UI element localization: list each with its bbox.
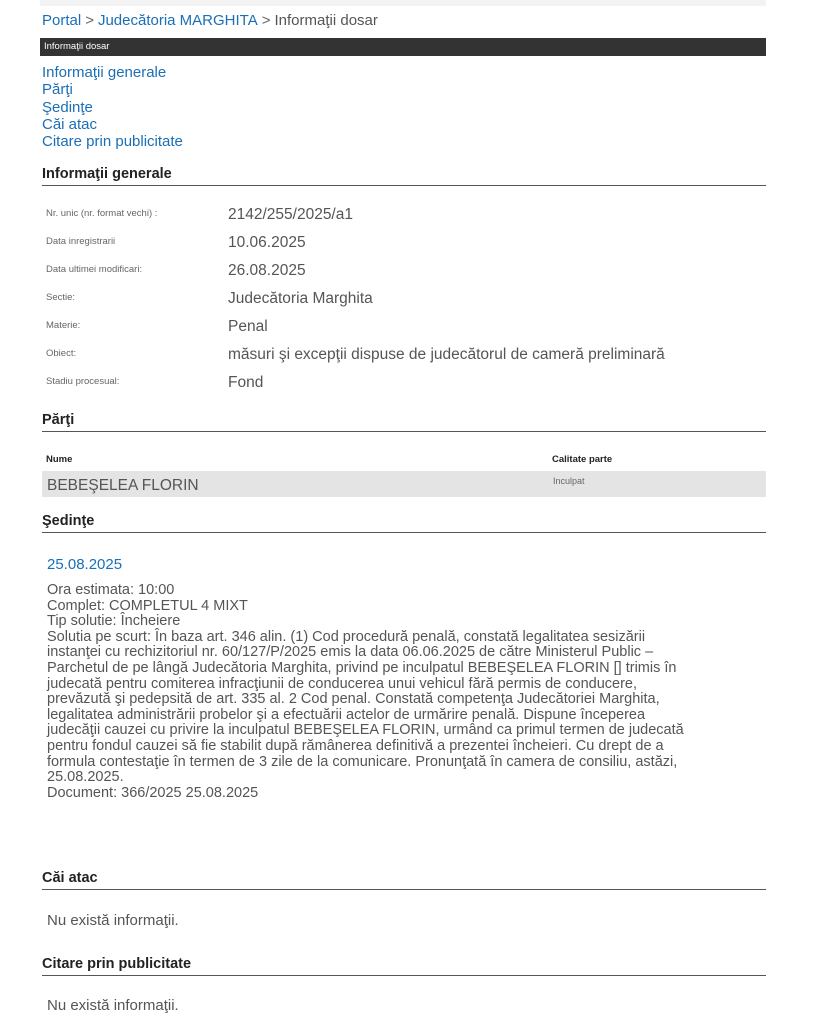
page-title-bar: Informaţii dosar: [40, 38, 766, 56]
info-label: Data inregistrarii: [46, 236, 116, 247]
hearing-line: Tip solutie: Încheiere: [47, 613, 181, 630]
hearing-date: 25.08.2025: [47, 556, 123, 573]
hearing-document: Document: 366/2025 25.08.2025: [47, 784, 259, 801]
breadcrumb: [42, 12, 378, 29]
breadcrumb-separator: >: [261, 12, 271, 29]
info-value: Fond: [228, 374, 264, 391]
nav-link-citare[interactable]: Citare prin publicitate: [42, 133, 183, 151]
section-title-general: Informaţii generale: [42, 166, 766, 186]
section-title-citare: Citare prin publicitate: [42, 956, 766, 976]
info-value: 26.08.2025: [228, 262, 306, 279]
hearing-details: [47, 583, 767, 801]
party-name: BEBEŞELEA FLORIN: [47, 477, 199, 494]
breadcrumb-court-link[interactable]: Judecătoria MARGHITA: [97, 12, 258, 29]
table-row: [42, 471, 766, 497]
hearing-line: judecată pentru comiterea infracţiunii de conducerea unui vehicul fără permis de conducere,: [47, 675, 638, 692]
nav-link-sedinte[interactable]: Şedinţe: [42, 98, 93, 116]
info-label: Obiect:: [46, 348, 77, 359]
info-label: Materie:: [46, 320, 81, 331]
hearing-line: Ora estimata: 10:00: [47, 582, 175, 598]
info-label: Stadiu procesual:: [46, 376, 120, 387]
info-label: Data ultimei modificari:: [46, 264, 143, 275]
section-title-cai-atac: Căi atac: [42, 870, 766, 890]
nav-link-cai-atac[interactable]: Căi atac: [42, 115, 98, 133]
hearing-line: Solutia pe scurt: În baza art. 346 alin. (1) Cod procedură penală, constată legalitatea sesizării: [47, 628, 646, 645]
cai-atac-empty-text: Nu există informaţii.: [47, 912, 179, 929]
section-title-parti: Părţi: [42, 412, 766, 432]
hearing-line: judecăţii cauzei cu privire la inculpatul BEBEŞELEA FLORIN, urmând ca primul termen de judecată: [47, 722, 684, 739]
breadcrumb-portal-link[interactable]: Portal: [42, 12, 82, 29]
top-strip: [40, 0, 766, 6]
hearing-line: formula contestaţie în termen de 3 zile de la comunicare. Pronunţată în camera de consiliu, astăzi,: [47, 753, 678, 770]
citare-empty-text: Nu există informaţii.: [47, 997, 179, 1014]
info-label: Nr. unic (nr. format vechi) :: [46, 208, 158, 219]
nav-link-parti[interactable]: Părţi: [42, 81, 73, 99]
info-label: Sectie:: [46, 292, 76, 303]
hearing-line: prevăzută şi pedepsită de art. 335 al. 2 Cod penal. Constată competenţa Judecătoriei Marghita,: [47, 691, 660, 708]
hearing-line: pentru fondul cauzei să fie stabilit după rămânerea definitivă a prezentei încheieri. Cu drept de a: [47, 737, 664, 754]
info-value: Penal: [228, 318, 268, 335]
info-value: 10.06.2025: [228, 234, 306, 251]
nav-link-informatii-generale[interactable]: Informaţii generale: [42, 64, 167, 81]
hearing-line: instanţei cu rechizitoriul nr. 60/127/P/2025 emis la data 06.06.2025 de către Ministerul Public –: [47, 644, 654, 661]
parti-table-header: [46, 454, 766, 465]
hearing-line: 25.08.2025.: [47, 769, 124, 786]
info-value: 2142/255/2025/a1: [228, 206, 353, 223]
section-nav: [42, 64, 183, 150]
hearing-line: legalitatea administrării probelor şi a efectuării actelor de urmărire penală. Dispune începerea: [47, 706, 646, 723]
column-header-calitate: Calitate parte: [552, 454, 613, 465]
breadcrumb-separator: >: [85, 12, 94, 29]
breadcrumb-current: Informaţii dosar: [274, 12, 378, 29]
info-value: Judecătoria Marghita: [228, 290, 373, 307]
party-role: Inculpat: [553, 476, 585, 486]
hearing-line: Complet: COMPLETUL 4 MIXT: [47, 597, 248, 614]
hearing-line: Parchetul de pe lângă Judecătoria Marghita, privind pe inculpatul BEBEŞELEA FLORIN [] trimis în: [47, 659, 677, 676]
section-title-sedinte: Şedinţe: [42, 513, 766, 533]
info-value: măsuri şi excepţii dispuse de judecătorul de cameră preliminară: [228, 346, 665, 363]
column-header-nume: Nume: [46, 454, 73, 465]
